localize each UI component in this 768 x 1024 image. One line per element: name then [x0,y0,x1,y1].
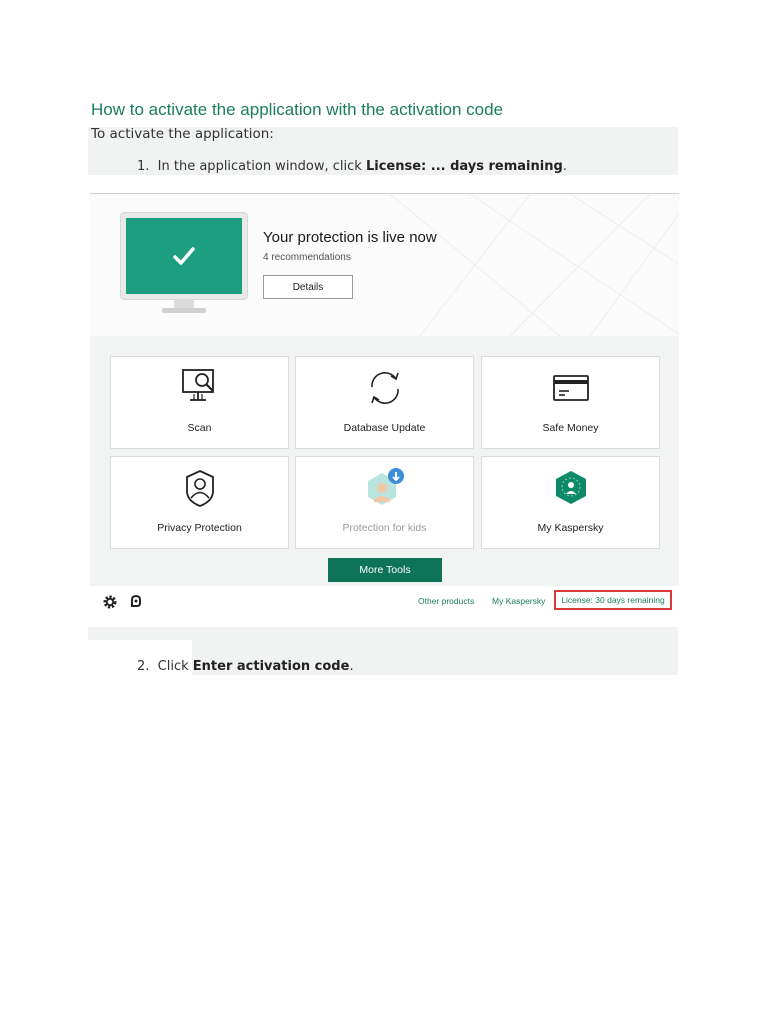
doc-title: How to activate the application with the activation code [91,100,504,119]
step-1 [137,159,567,174]
tile-protection-for-kids[interactable] [295,456,474,549]
license-link[interactable]: License: 30 days remaining [554,590,672,610]
recommendations-count[interactable]: 4 recommendations [263,252,351,263]
support-icon[interactable] [128,594,144,610]
step-1-text: In the application window, click [157,159,366,174]
other-products-link[interactable]: Other products [418,596,475,606]
check-icon [170,242,198,270]
app-footer [90,590,679,614]
more-tools-button[interactable]: More Tools [328,558,442,582]
tile-safe-money-label: Safe Money [542,422,599,434]
details-button[interactable]: Details [263,275,353,299]
monitor-base [162,308,206,313]
monitor-icon [120,212,248,300]
tile-protection-for-kids-label: Protection for kids [342,522,427,534]
step-2-bold: Enter activation code [192,659,350,674]
status-hero [90,194,679,336]
tile-scan-label: Scan [187,422,212,434]
step-band [88,627,192,640]
scan-icon [180,367,220,409]
step-1-number: 1. [137,159,150,174]
card-icon [551,367,591,409]
kid-icon [362,467,408,511]
step-2 [137,659,354,674]
app-screenshot [90,193,679,616]
step-2-end: . [349,659,354,674]
step-1-end: . [562,159,567,174]
kaspersky-icon [551,467,591,509]
tile-safe-money[interactable] [481,356,660,449]
step-1-bold: License: ... days remaining [365,159,563,174]
protection-status-title: Your protection is live now [263,229,437,246]
tile-scan[interactable] [110,356,289,449]
tile-database-update-label: Database Update [343,422,426,434]
step-2-text: Click [157,659,193,674]
tools-panel [90,336,679,586]
intro-text: To activate the application: [91,126,274,142]
tile-database-update[interactable] [295,356,474,449]
tile-my-kaspersky-label: My Kaspersky [537,522,604,534]
tile-privacy-protection[interactable] [110,456,289,549]
refresh-icon [365,367,405,409]
tile-privacy-protection-label: Privacy Protection [157,522,242,534]
my-kaspersky-link[interactable]: My Kaspersky [492,596,546,606]
step-2-number: 2. [137,659,150,674]
monitor-stand [174,300,194,308]
tile-my-kaspersky[interactable] [481,456,660,549]
gear-icon[interactable] [102,594,118,610]
shield-person-icon [180,467,220,509]
